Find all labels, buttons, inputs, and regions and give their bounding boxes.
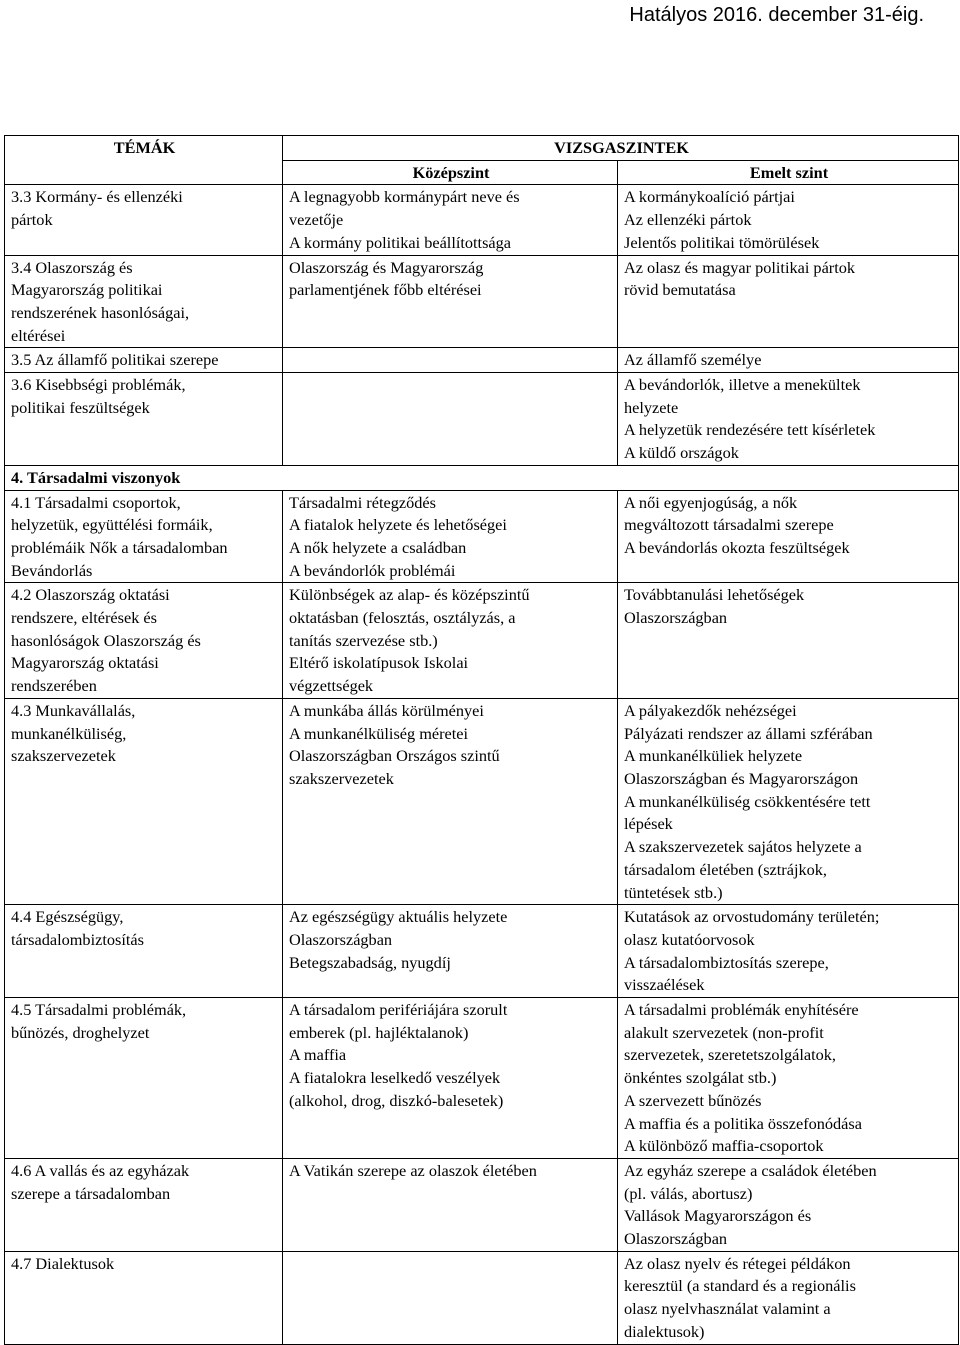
table-row: [5, 185, 959, 255]
mid-level-cell-text: A legnagyobb kormánypárt neve és vezetője A kormány politikai beállítottsága: [289, 187, 520, 252]
section-title: 4. Társadalmi viszonyok: [5, 465, 959, 490]
mid-level-cell: [283, 1158, 618, 1251]
table-row: [5, 698, 959, 904]
validity-header: Hatályos 2016. december 31-éig.: [629, 4, 924, 26]
topic-cell: [5, 698, 283, 904]
high-level-cell-text: A női egyenjogúság, a nők megváltozott társadalmi szerepe A bevándorlás okozta feszültségek: [624, 492, 850, 557]
high-level-cell-text: Az egyház szerepe a családok életében (pl. válás, abortusz) Vallások Magyarországon és Olaszországban: [624, 1160, 877, 1249]
topic-cell-text: 4.2 Olaszország oktatási rendszere, eltérések és hasonlóságok Olaszország és Magyarország oktatási rendszerében: [11, 585, 201, 696]
high-level-cell: [618, 905, 959, 998]
mid-level-cell-text: Az egészségügy aktuális helyzete Olaszországban Betegszabadság, nyugdíj: [289, 907, 508, 972]
mid-level-header: Középszint: [283, 160, 618, 185]
topic-cell: [5, 905, 283, 998]
section-row: [5, 465, 959, 490]
high-level-cell: [618, 1158, 959, 1251]
topic-cell-text: 3.6 Kisebbségi problémák, politikai feszültségek: [11, 375, 186, 417]
table-row: [5, 998, 959, 1159]
mid-level-cell-text: Társadalmi rétegződés A fiatalok helyzete és lehetőségei A nők helyzete a családban A bevándorlók problémái: [289, 492, 507, 580]
topic-cell: [5, 1158, 283, 1251]
high-level-cell-text: Továbbtanulási lehetőségek Olaszországban: [624, 585, 805, 628]
table-row: [5, 490, 959, 583]
table-row: [5, 373, 959, 466]
topic-cell: [5, 185, 283, 255]
high-level-cell: [618, 348, 959, 373]
topic-cell: [5, 255, 283, 348]
high-level-cell: [618, 373, 959, 466]
topic-cell-text: 3.3 Kormány- és ellenzéki pártok: [11, 187, 183, 230]
high-level-cell-text: A pályakezdők nehézségei Pályázati rendszer az állami szférában A munkanélküliek helyzete Olaszországban és Magyarországon A munkanélküliség csökkentésére tett lépések A szakszervezetek sajátos helyzete a társadalom életében (sztrájkok, tüntetések stb.): [624, 700, 873, 902]
topic-cell-text: 4.6 A vallás és az egyházak szerepe a társadalomban: [11, 1160, 190, 1203]
high-level-cell: [618, 255, 959, 348]
topic-cell: [5, 348, 283, 373]
mid-level-cell: [283, 698, 618, 904]
high-level-cell-text: A társadalmi problémák enyhítésére alakult szervezetek (non-profit szervezetek, szeretetszolgálatok, önkéntes szolgálat stb.) A szervezett bűnözés A maffia és a politika összefonódása A különböző maffia-csoportok: [624, 1000, 862, 1156]
levels-column-header: VIZSGASZINTEK: [283, 136, 959, 161]
topic-cell-text: 4.4 Egészségügy, társadalombiztosítás: [11, 907, 144, 949]
mid-level-cell: [283, 583, 618, 699]
mid-level-cell-text: Olaszország és Magyarország parlamentjének főbb eltérései: [289, 257, 484, 300]
topic-cell-text: 3.5 Az államfő politikai szerepe: [11, 350, 219, 370]
high-level-cell-text: Az olasz nyelv és rétegei példákon keresztül (a standard és a regionális olasz nyelvhasználat valamint a dialektusok): [624, 1253, 856, 1341]
topic-cell-text: 4.7 Dialektusok: [11, 1253, 115, 1273]
high-level-cell: [618, 185, 959, 255]
mid-level-cell: [283, 1251, 618, 1344]
mid-level-cell-text: Különbségek az alap- és középszintű oktatásban (felosztás, osztályzás, a tanítás szervezése stb.) Eltérő iskolatípusok Iskolai végzettségek: [289, 585, 530, 696]
high-level-cell-text: Kutatások az orvostudomány területén; olasz kutatóorvosok A társadalombiztosítás szerepe, visszaélések: [624, 907, 880, 995]
topic-cell: [5, 490, 283, 583]
topic-cell-text: 4.5 Társadalmi problémák, bűnözés, droghelyzet: [11, 1000, 187, 1042]
high-level-cell: [618, 583, 959, 699]
mid-level-cell: [283, 185, 618, 255]
high-level-cell-text: Az olasz és magyar politikai pártok rövid bemutatása: [624, 257, 856, 300]
table-row: [5, 1251, 959, 1344]
topics-column-header: TÉMÁK: [5, 136, 283, 185]
mid-level-cell-text: A Vatikán szerepe az olaszok életében: [289, 1160, 537, 1180]
high-level-cell: [618, 998, 959, 1159]
mid-level-cell: [283, 373, 618, 466]
high-level-cell: [618, 490, 959, 583]
topic-cell: [5, 583, 283, 699]
exam-topics-table: [4, 135, 959, 1345]
table-header-row: [5, 136, 959, 161]
high-level-header: Emelt szint: [618, 160, 959, 185]
table-row: [5, 905, 959, 998]
high-level-cell-text: A bevándorlók, illetve a menekültek helyzete A helyzetük rendezésére tett kísérletek A küldő országok: [624, 375, 876, 463]
table-row: [5, 583, 959, 699]
topic-cell-text: 4.1 Társadalmi csoportok, helyzetük, együttélési formáik, problémáik Nők a társadalomban Bevándorlás: [11, 492, 228, 580]
mid-level-cell: [283, 490, 618, 583]
topic-cell: [5, 373, 283, 466]
topic-cell: [5, 998, 283, 1159]
table-row: [5, 1158, 959, 1251]
mid-level-cell: [283, 255, 618, 348]
mid-level-cell-text: A munkába állás körülményei A munkanélküliség méretei Olaszországban Országos szintű szakszervezetek: [289, 700, 500, 788]
high-level-cell-text: A kormánykoalíció pártjai Az ellenzéki pártok Jelentős politikai tömörülések: [624, 187, 820, 252]
table-row: [5, 255, 959, 348]
mid-level-cell: [283, 998, 618, 1159]
high-level-cell: [618, 1251, 959, 1344]
high-level-cell-text: Az államfő személye: [624, 350, 762, 370]
mid-level-cell-text: A társadalom perifériájára szorult emberek (pl. hajléktalanok) A maffia A fiatalokra leselkedő veszélyek (alkohol, drog, diszkó-balesetek): [289, 1000, 508, 1110]
high-level-cell: [618, 698, 959, 904]
mid-level-cell: [283, 905, 618, 998]
topic-cell-text: 4.3 Munkavállalás, munkanélküliség, szakszervezetek: [11, 700, 136, 766]
mid-level-cell: [283, 348, 618, 373]
table-row: [5, 348, 959, 373]
topic-cell: [5, 1251, 283, 1344]
topic-cell-text: 3.4 Olaszország és Magyarország politikai rendszerének hasonlóságai, eltérései: [11, 257, 190, 345]
